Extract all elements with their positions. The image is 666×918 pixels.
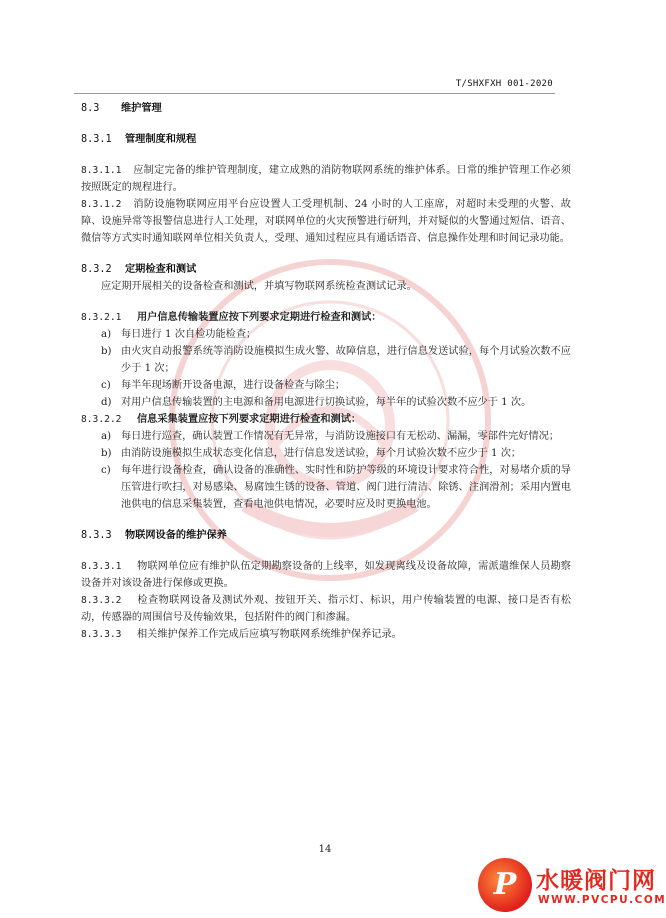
clause-8-3-3-3: [81, 626, 571, 643]
list-marker: d): [101, 397, 112, 408]
brand-url: WWW.PVCPU.COM: [538, 894, 666, 906]
section-number: 8.3.1: [81, 134, 112, 145]
clause-8-3-3-1: [81, 558, 571, 592]
list-item: [101, 462, 571, 513]
brand-name: 水暖阀门网: [536, 868, 656, 894]
list-item: [101, 343, 571, 377]
section-number: 8.3.2: [81, 264, 112, 275]
list-item-text: 由火灾自动报警系统等消防设施模拟生成火警、故障信息，进行信息发送试验，每个月试验次数不应少于 1 次；: [121, 346, 571, 374]
clause-8-3-2-2-list: [101, 428, 571, 513]
clause-number: 8.3.3.3: [81, 629, 122, 640]
list-marker: c): [101, 465, 111, 476]
section-title: 管理制度和规程: [125, 134, 197, 145]
site-watermark-logo: [478, 858, 666, 918]
section-heading-8-3-1: [81, 131, 571, 148]
clause-number: 8.3.1.1: [81, 165, 122, 176]
list-marker: b): [101, 346, 112, 357]
section-intro: 应定期开展相关的设备检查和测试，并填写物联网系统检查测试记录。: [101, 281, 417, 292]
list-item-text: 每半年现场断开设备电源，进行设备检查与除尘；: [121, 380, 346, 391]
clause-8-3-2-2-heading: [81, 411, 571, 428]
clause-8-3-2-1-heading: [81, 309, 571, 326]
section-number: 8.3.3: [81, 530, 112, 541]
page-number: 14: [318, 844, 332, 855]
clause-number: 8.3.3.1: [81, 561, 122, 572]
list-item: [101, 428, 571, 445]
section-number: 8.3: [81, 103, 100, 114]
clause-number: 8.3.2.1: [81, 312, 122, 323]
clause-text: 消防设施物联网应用平台应设置人工受理机制、24 小时的人工座席，对超时未受理的火警、故障、设施异常等报警信息进行人工处理，对联网单位的火灾预警进行研判，并对疑似的火警通过短信、语音、微信等方式实时通知联网单位相关负责人，受理、通知过程应具有通话语音、信息操作处理和时间记录功能。: [81, 199, 571, 244]
clause-title: 用户信息传输装置应按下列要求定期进行检查和测试：: [137, 312, 382, 323]
list-item-text: 每日进行 1 次自检功能检查；: [121, 329, 257, 340]
section-title: 定期检查和测试: [125, 264, 197, 275]
clause-text: 相关维护保养工作完成后应填写物联网系统维护保养记录。: [137, 629, 402, 640]
document-body: [81, 100, 571, 643]
standard-code: T/SHXFXH 001-2020: [455, 79, 553, 89]
section-heading-8-3-2: [81, 261, 571, 278]
list-marker: b): [101, 448, 112, 459]
clause-8-3-1-2: [81, 196, 571, 247]
clause-number: 8.3.1.2: [81, 199, 122, 210]
clause-text: 检查物联网设备及测试外观、按钮开关、指示灯、标识，用户传输装置的电源、接口是否有松动，传感器的周围信号及传输效果，包括附件的阀门和渗漏。: [81, 595, 571, 623]
header-divider: [74, 93, 555, 94]
section-title: 物联网设备的维护保养: [125, 530, 227, 541]
section-heading-8-3: [81, 100, 571, 117]
list-item: [101, 394, 571, 411]
section-heading-8-3-3: [81, 527, 571, 544]
list-item-text: 对用户信息传输装置的主电源和备用电源进行切换试验，每半年的试验次数不应少于 1 次。: [121, 397, 532, 408]
list-item: [101, 326, 571, 343]
list-marker: c): [101, 380, 111, 391]
clause-text: 应制定完备的维护管理制度，建立成熟的消防物联网系统的维护体系。日常的维护管理工作必须按照既定的规程进行。: [81, 165, 571, 193]
list-marker: a): [101, 329, 112, 340]
list-item-text: 每日进行巡查，确认装置工作情况有无异常，与消防设施接口有无松动、漏漏，零部件完好情况；: [121, 431, 560, 442]
list-item-text: 由消防设施模拟生成状态变化信息，进行信息发送试验，每个月试验次数不应少于 1 次；: [121, 448, 522, 459]
clause-number: 8.3.2.2: [81, 414, 122, 425]
clause-title: 信息采集装置应按下列要求定期进行检查和测试：: [137, 414, 362, 425]
clause-text: 物联网单位应有维护队伍定期勘察设备的上线率，如发现离线及设备故障，需派遣维保人员勘察设备并对该设备进行保修或更换。: [81, 561, 571, 589]
clause-number: 8.3.3.2: [81, 595, 122, 606]
clause-8-3-2-1-list: [101, 326, 571, 411]
list-item: [101, 445, 571, 462]
clause-8-3-1-1: [81, 162, 571, 196]
list-marker: a): [101, 431, 112, 442]
brand-logo-icon: P: [478, 858, 532, 912]
section-title: 维护管理: [121, 103, 162, 114]
list-item: [101, 377, 571, 394]
list-item-text: 每年进行设备检查，确认设备的准确性、实时性和防护等级的环境设计要求符合性，对易堵介质的导压管进行吹扫，对易感染、易腐蚀生锈的设备、管道、阀门进行清洁、除锈、注润滑剂；采用内置电池供电的信息采集装置，查看电池供电情况，必要时应及时更换电池。: [121, 465, 571, 510]
clause-8-3-3-2: [81, 592, 571, 626]
